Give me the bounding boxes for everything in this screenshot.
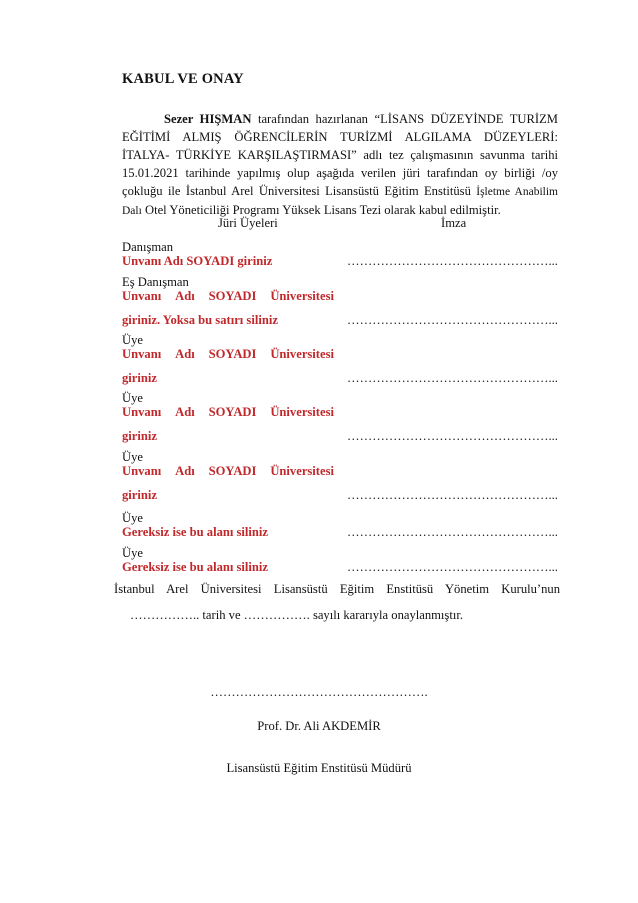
intro-line-6: [122, 201, 558, 220]
member-role: Eş Danışman: [122, 275, 189, 289]
signature-header: İmza: [441, 216, 467, 230]
member-name-part: Üniversitesi: [270, 405, 334, 419]
page-title: KABUL VE ONAY: [122, 71, 244, 87]
member-name-part: Adı: [175, 347, 195, 361]
intro-line-1: [122, 110, 558, 128]
member-name-continued: giriniz: [122, 371, 157, 385]
member-name-continued: giriniz: [122, 429, 157, 443]
member-name-part: Üniversitesi: [270, 289, 334, 303]
signature-line: …………………………………………...: [347, 313, 558, 327]
member-name-part: SOYADI: [208, 289, 257, 303]
signature-line: …………………………………………...: [347, 488, 558, 502]
member-name: Unvanı Adı SOYADI giriniz: [122, 254, 273, 268]
intro-line-1-text: tarafından hazırlanan “LİSANS DÜZEYİNDE TURİZM: [257, 112, 559, 126]
member-name-part: Adı: [175, 289, 195, 303]
director-signature-line: …………………………………………….: [210, 685, 428, 699]
member-role: Üye: [122, 333, 143, 347]
intro-line-2: EĞİTİMİ ALMIŞ ÖĞRENCİLERİN TURİZMİ ALGILAMA DÜZEYLERİ:: [122, 130, 558, 144]
intro-line-6-main: Otel Yöneticiliği Programı Yüksek Lisans Tezi olarak kabul edilmiştir.: [144, 203, 501, 217]
member-name-part: Adı: [175, 405, 195, 419]
member-name-part: Unvanı: [122, 405, 162, 419]
member-name-part: SOYADI: [208, 347, 257, 361]
member-role: Üye: [122, 450, 143, 464]
jury-members-header: Jüri Üyeleri: [218, 216, 278, 230]
member-name: [122, 347, 334, 362]
intro-line-3: İTALYA- TÜRKİYE KARŞILAŞTIRMASI” adlı tez çalışmasının savunma tarihi: [122, 148, 558, 162]
signature-line: …………………………………………...: [347, 525, 558, 539]
intro-line-5: [122, 182, 558, 201]
member-name-continued: giriniz: [122, 488, 157, 502]
member-role: Üye: [122, 391, 143, 405]
member-name-part: SOYADI: [208, 464, 257, 478]
department-name: İşletme Anabilim: [476, 186, 558, 198]
member-name: Gereksiz ise bu alanı siliniz: [122, 525, 269, 539]
member-name-continued: giriniz. Yoksa bu satırı siliniz: [122, 313, 278, 327]
member-role: Danışman: [122, 240, 174, 254]
intro-paragraph: [122, 110, 558, 220]
member-name: [122, 289, 334, 304]
member-name-part: Unvanı: [122, 464, 162, 478]
member-name: [122, 405, 334, 420]
member-name: [122, 464, 334, 479]
director-name: Prof. Dr. Ali AKDEMİR: [257, 719, 381, 733]
member-name-part: Üniversitesi: [270, 347, 334, 361]
intro-line-5-main: çokluğu ile İstanbul Arel Üniversitesi Lisansüstü Eğitim Enstitüsü: [122, 184, 471, 198]
author-name: Sezer HIŞMAN: [164, 112, 252, 126]
member-name-part: Unvanı: [122, 347, 162, 361]
member-role: Üye: [122, 546, 143, 560]
intro-line-4: 15.01.2021 tarihinde yapılmış olup aşağıda verilen jüri tarafından oy birliği /oy: [122, 166, 558, 180]
member-role: Üye: [122, 511, 143, 525]
member-name-part: Üniversitesi: [270, 464, 334, 478]
member-name-part: SOYADI: [208, 405, 257, 419]
member-name-part: Unvanı: [122, 289, 162, 303]
member-name-part: Adı: [175, 464, 195, 478]
signature-line: …………………………………………...: [347, 254, 558, 268]
signature-line: …………………………………………...: [347, 560, 558, 574]
board-approval-paragraph: [114, 576, 560, 628]
approval-line-2: …………….. tarih ve ……………. sayılı kararıyla onaylanmıştır.: [130, 608, 463, 622]
signature-line: …………………………………………...: [347, 429, 558, 443]
department-suffix: Dalı: [122, 205, 142, 217]
approval-line-1: İstanbul Arel Üniversitesi Lisansüstü Eğitim Enstitüsü Yönetim Kurulu’nun: [114, 582, 560, 596]
director-title: Lisansüstü Eğitim Enstitüsü Müdürü: [226, 761, 412, 775]
member-name: Gereksiz ise bu alanı siliniz: [122, 560, 269, 574]
signature-line: …………………………………………...: [347, 371, 558, 385]
